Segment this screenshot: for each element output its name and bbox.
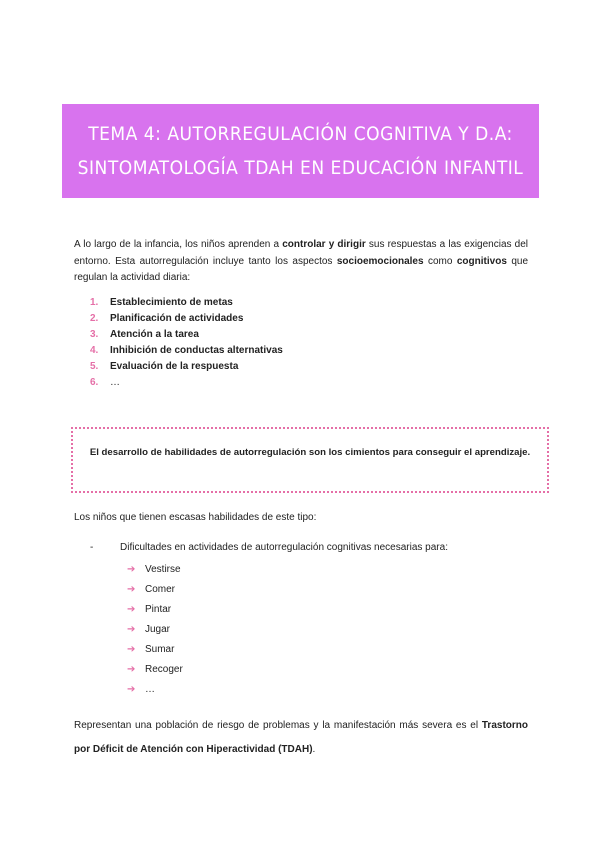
- list-number: 4.: [90, 345, 99, 356]
- list-item: [127, 680, 183, 700]
- list-item: [90, 359, 283, 375]
- arrow-right-icon: ➔: [127, 584, 136, 595]
- arrow-right-icon: ➔: [127, 664, 136, 675]
- list-number: 1.: [90, 297, 99, 308]
- list-number: 3.: [90, 329, 99, 340]
- list-item-text: Pintar: [145, 604, 172, 615]
- title-banner: [62, 104, 539, 198]
- list-item: [90, 375, 283, 391]
- list-item-text: …: [110, 377, 120, 388]
- list-number: 2.: [90, 313, 99, 324]
- list-item: [127, 600, 183, 620]
- list-item-text: Inhibición de conductas alternativas: [110, 345, 283, 356]
- list-number: 6.: [90, 377, 99, 388]
- list-item-text: Recoger: [145, 664, 183, 675]
- intro-bold-3: cognitivos: [456, 255, 507, 267]
- list-item-text: …: [145, 684, 155, 695]
- list-item-text: Sumar: [145, 644, 175, 655]
- intro-text-1: A lo largo de la infancia, los niños aprenden a: [74, 239, 283, 250]
- difficulty-item: [90, 542, 448, 553]
- arrow-right-icon: ➔: [127, 564, 136, 575]
- list-item: [127, 660, 183, 680]
- intro-text-3: como: [423, 255, 457, 267]
- list-item: [90, 327, 283, 343]
- dash-bullet: -: [90, 542, 94, 553]
- list-item: [90, 343, 283, 359]
- list-number: 5.: [90, 361, 99, 372]
- list-item-text: Atención a la tarea: [110, 329, 199, 340]
- list-item-text: Comer: [145, 584, 176, 595]
- list-item: [127, 620, 183, 640]
- closing-text-1: Representan una población de riesgo de problemas y la manifestación más severa es el: [74, 720, 482, 731]
- callout-text: El desarrollo de habilidades de autorregulación son los cimientos para conseguir el aprendizaje.: [89, 447, 531, 458]
- title-line-2: SINTOMATOLOGÍA TDAH EN EDUCACIÓN INFANTIL: [77, 157, 524, 179]
- intro-bold-2: socioemocionales: [336, 255, 424, 267]
- list-item-text: Planificación de actividades: [110, 313, 244, 324]
- list-item-text: Jugar: [145, 624, 171, 635]
- tasks-list: [127, 560, 183, 700]
- closing-paragraph: [74, 714, 528, 762]
- regulation-steps-list: [90, 295, 283, 391]
- arrow-right-icon: ➔: [127, 644, 136, 655]
- list-item-text: Establecimiento de metas: [110, 297, 233, 308]
- arrow-right-icon: ➔: [127, 684, 136, 695]
- list-item: [127, 640, 183, 660]
- list-item: [90, 295, 283, 311]
- closing-bold: Trastorno por Déficit de Atención con Hiperactividad (TDAH): [74, 720, 528, 755]
- intro-bold-1: controlar y dirigir: [282, 239, 366, 250]
- difficulty-text: Dificultades en actividades de autorregulación cognitivas necesarias para:: [120, 542, 448, 553]
- list-item: [127, 560, 183, 580]
- intro-text-4: que regulan la actividad diaria:: [74, 255, 529, 283]
- intro-paragraph: [74, 237, 528, 287]
- list-item-text: Evaluación de la respuesta: [110, 361, 239, 372]
- arrow-right-icon: ➔: [127, 604, 136, 615]
- list-item: [90, 311, 283, 327]
- callout-box: [71, 427, 549, 493]
- intro-text-2: sus respuestas a las exigencias del entorno. Esta autorregulación incluye tanto los aspectos: [74, 239, 529, 267]
- arrow-right-icon: ➔: [127, 624, 136, 635]
- closing-text-2: .: [312, 744, 316, 755]
- title-line-1: TEMA 4: AUTORREGULACIÓN COGNITIVA Y D.A:: [88, 123, 513, 145]
- subheading: Los niños que tienen escasas habilidades de este tipo:: [74, 512, 317, 523]
- list-item: [127, 580, 183, 600]
- list-item-text: Vestirse: [145, 564, 181, 575]
